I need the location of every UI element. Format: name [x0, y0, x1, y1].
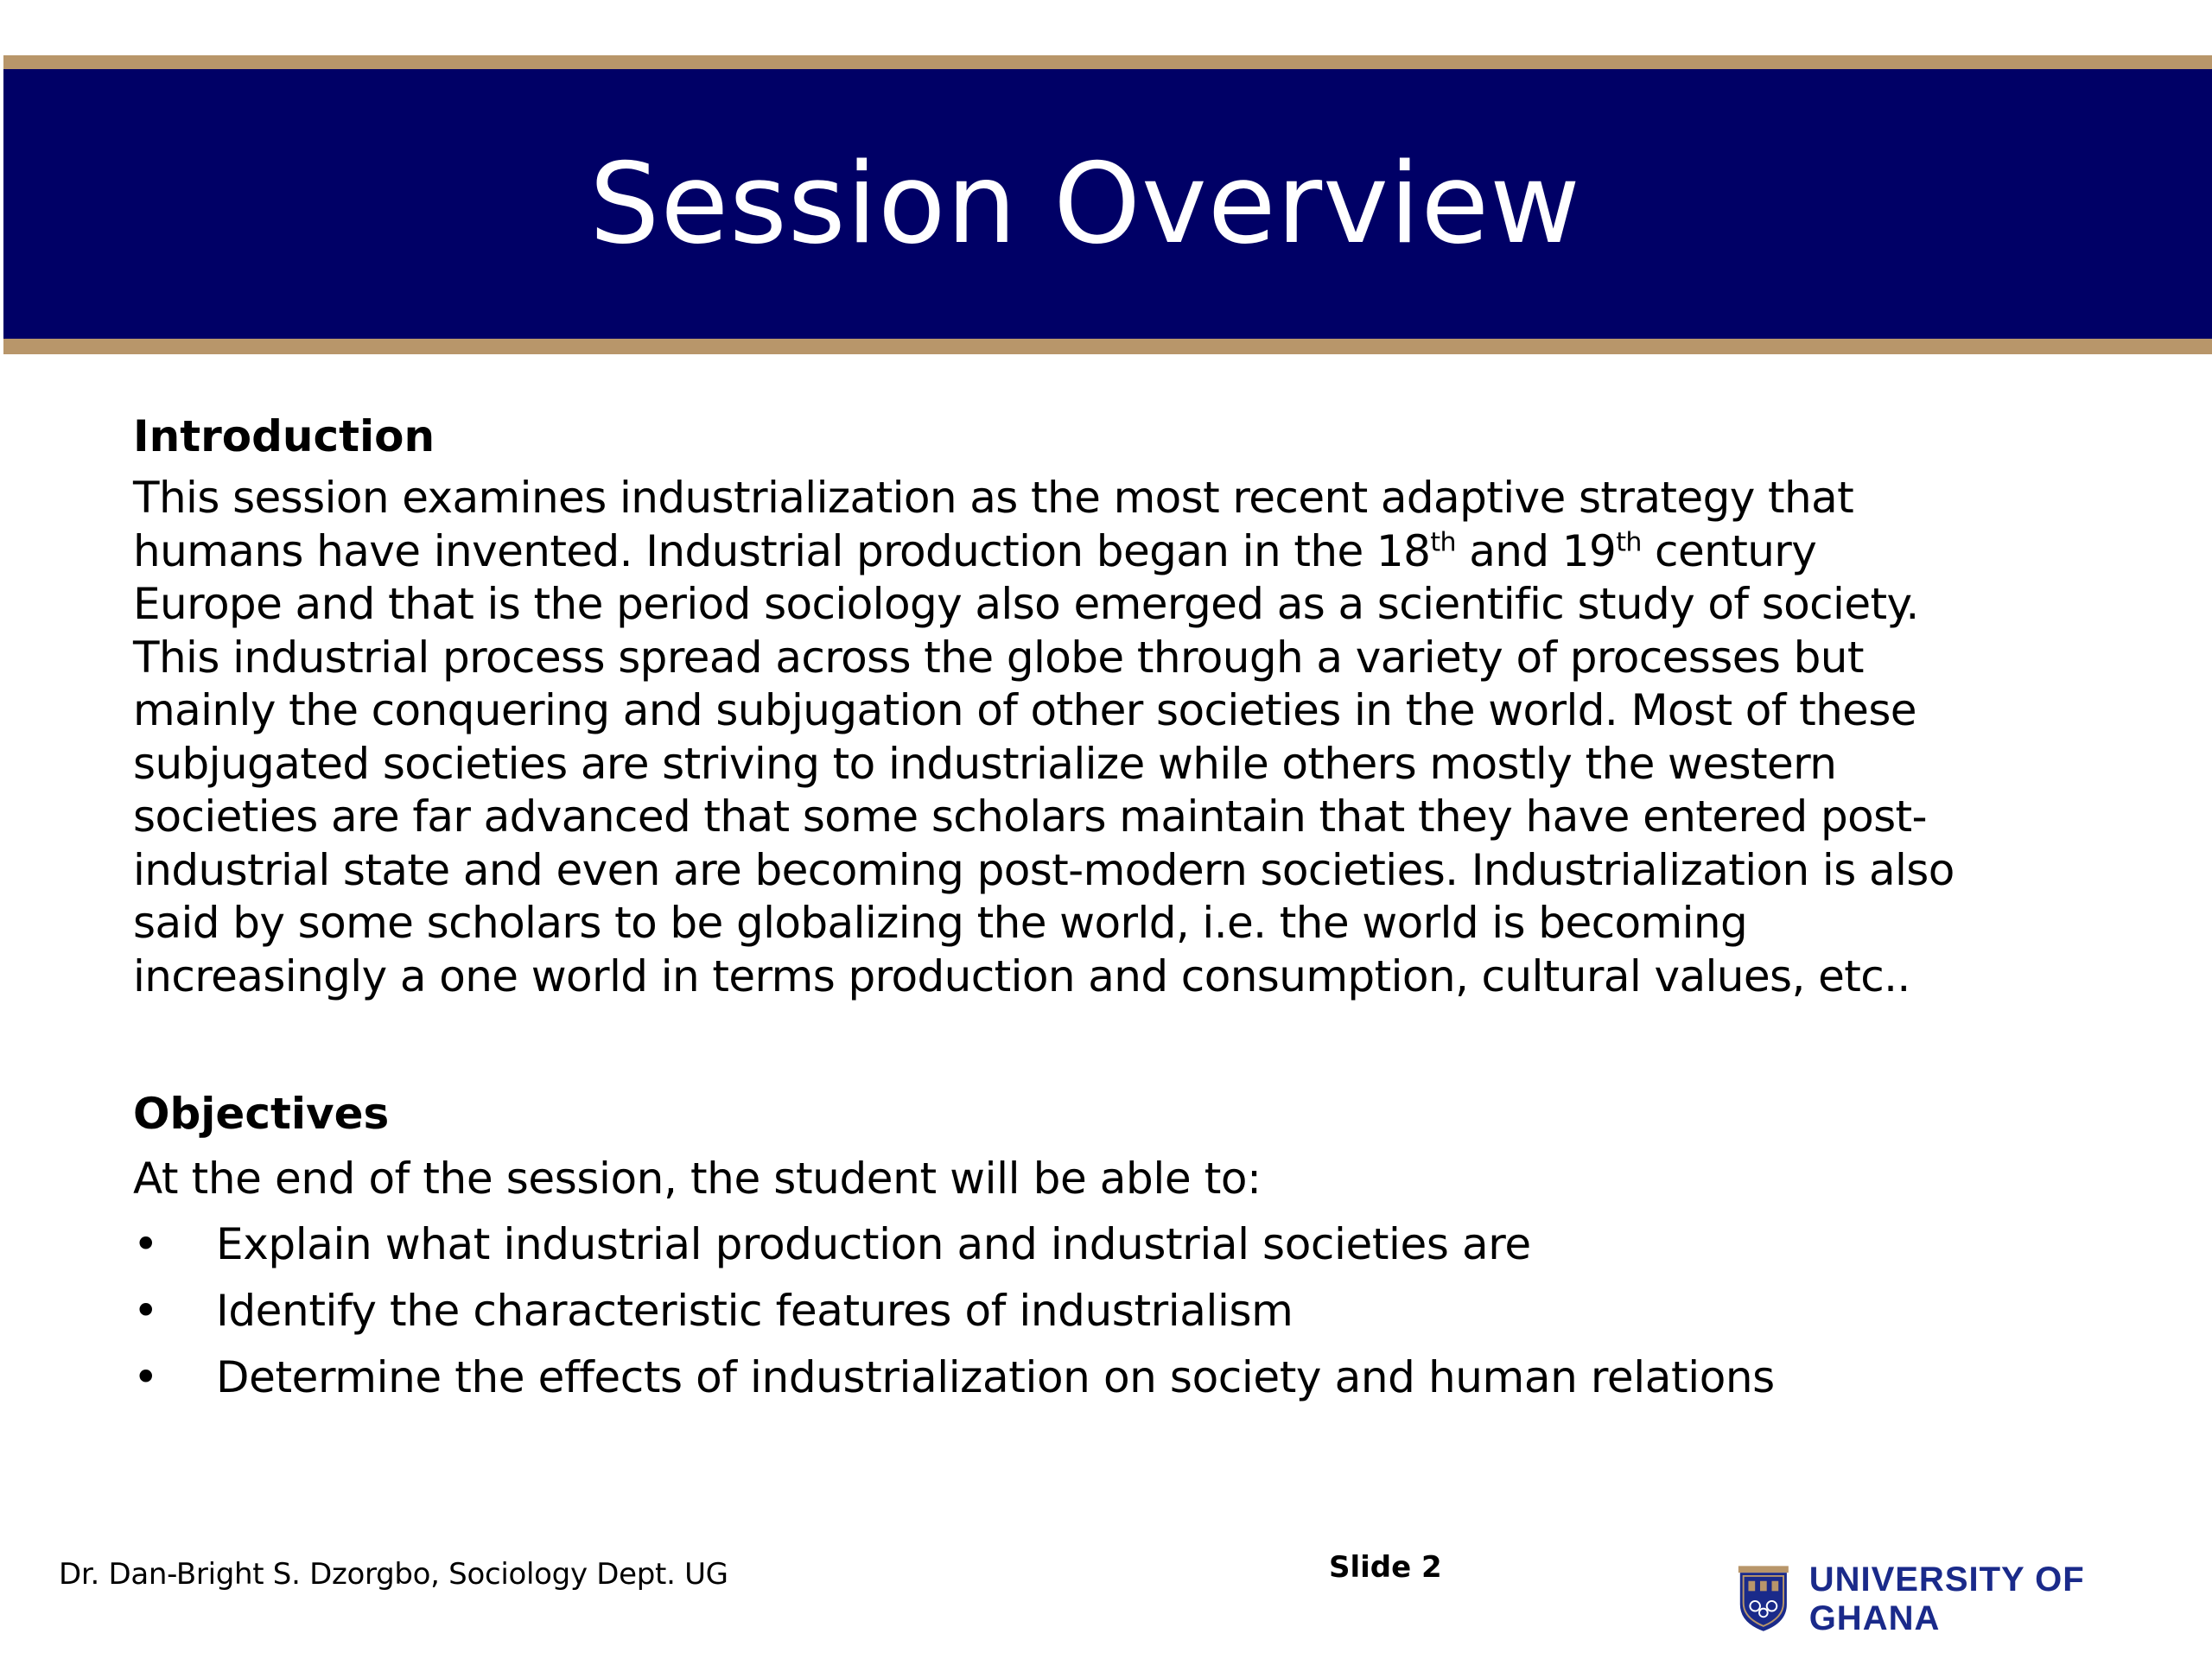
intro-line-8: industrial state and even are becoming post-modern societies. Industrialization is also — [133, 844, 1955, 895]
intro-line-9: said by some scholars to be globalizing the world, i.e. the world is becoming — [133, 898, 1748, 948]
intro-line-7: societies are far advanced that some scholars maintain that they have entered post- — [133, 791, 1927, 842]
slide-number: Slide 2 — [1329, 1550, 1442, 1585]
intro-line-4: This industrial process spread across the globe through a variety of processes but — [133, 632, 1864, 683]
objective-item-3 — [133, 1344, 2120, 1411]
intro-line-2-end: century — [1641, 525, 1817, 576]
intro-line-2 — [133, 525, 2120, 579]
objective-text-1: Explain what industrial production and industrial societies are — [216, 1219, 1531, 1269]
objectives-heading: Objectives — [133, 1089, 390, 1139]
objective-item-1 — [133, 1211, 2120, 1278]
objective-item-2 — [133, 1278, 2120, 1344]
intro-line-2-mid: and 19 — [1455, 525, 1617, 576]
objective-text-2: Identify the characteristic features of industrialism — [216, 1286, 1294, 1336]
intro-line-1: This session examines industrialization as the most recent adaptive strategy that — [133, 473, 1854, 523]
footer-author: Dr. Dan-Bright S. Dzorgbo, Sociology Dept. UG — [59, 1557, 728, 1592]
intro-line-5: mainly the conquering and subjugation of other societies in the world. Most of these — [133, 685, 1916, 735]
title-band — [3, 69, 2212, 339]
introduction-paragraph — [133, 472, 2120, 1003]
title-top-rule — [3, 55, 2212, 69]
objective-text-3: Determine the effects of industrialization on society and human relations — [216, 1352, 1775, 1402]
bullet-icon: • — [133, 1286, 159, 1336]
bullet-icon: • — [133, 1219, 159, 1269]
introduction-heading: Introduction — [133, 411, 435, 461]
intro-line-3: Europe and that is the period sociology also emerged as a scientific study of society. — [133, 579, 1919, 629]
intro-line-10: increasingly a one world in terms production and consumption, cultural values, etc.. — [133, 950, 1910, 1001]
intro-line-6: subjugated societies are striving to industrialize while others mostly the western — [133, 738, 1837, 789]
bullet-icon: • — [133, 1352, 159, 1402]
intro-line-2-sup-2: th — [1616, 526, 1642, 557]
objectives-section — [133, 1085, 2120, 1411]
university-name: UNIVERSITY OF GHANA — [1808, 1560, 2085, 1637]
slide-title: Session Overview — [589, 139, 1581, 269]
objectives-lead: At the end of the session, the student will be able to: — [133, 1154, 1262, 1204]
title-bottom-rule — [3, 339, 2212, 354]
university-crest-icon — [1735, 1563, 1792, 1636]
objectives-list — [133, 1211, 2120, 1411]
intro-line-2-sup-1: th — [1430, 526, 1456, 557]
intro-line-2-start: humans have invented. Industrial production began in the 18 — [133, 525, 1431, 576]
introduction-section — [133, 408, 2120, 1003]
university-logo — [1735, 1560, 2212, 1638]
